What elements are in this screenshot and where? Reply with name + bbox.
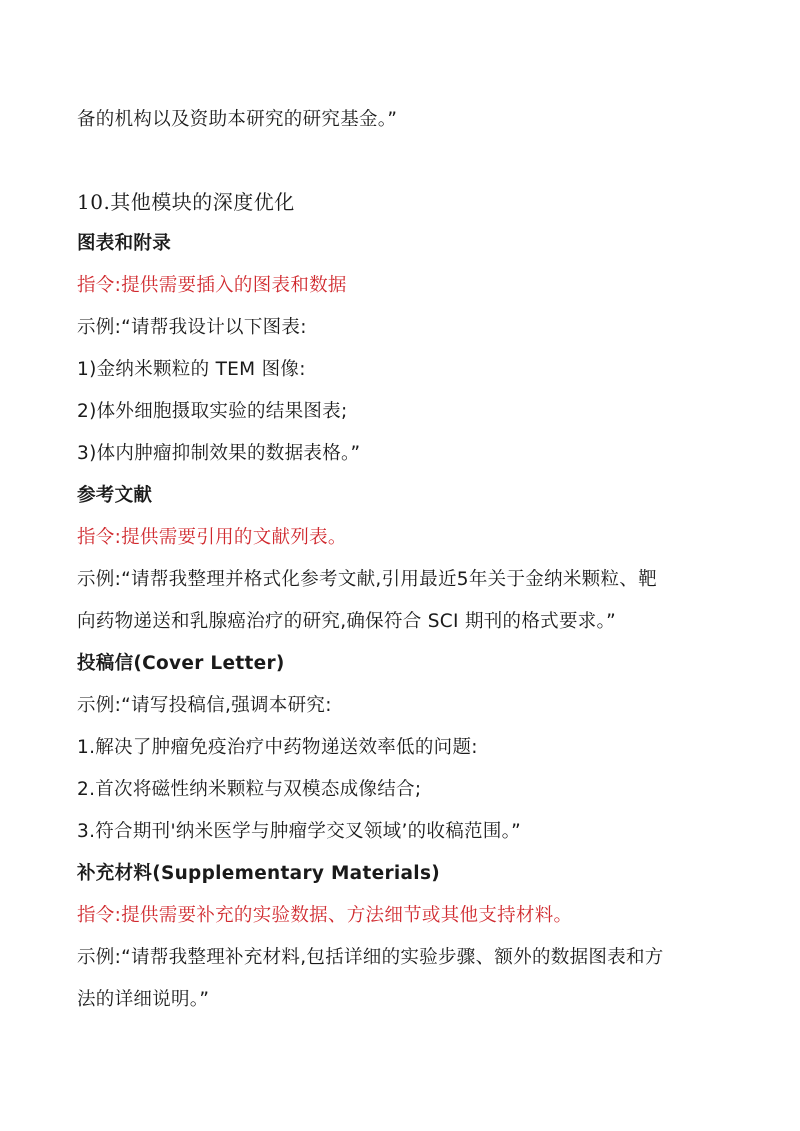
figures-example: 示例:“请帮我设计以下图表: xyxy=(77,317,307,338)
supplementary-heading: 补充材料(Supplementary Materials) xyxy=(77,863,441,884)
cover-letter-item-3: 3.符合期刊'纳米医学与肿瘤学交叉领域’的收稿范围。” xyxy=(77,821,522,842)
cover-letter-example: 示例:“请写投稿信,强调本研究: xyxy=(77,695,332,716)
section-title: 10.其他模块的深度优化 xyxy=(77,190,295,214)
cover-letter-heading: 投稿信(Cover Letter) xyxy=(77,653,285,674)
references-example-line-1: 示例:“请帮我整理并格式化参考文献,引用最近5年关于金纳米颗粒、靶 xyxy=(77,569,657,590)
references-example-line-2: 向药物递送和乳腺癌治疗的研究,确保符合 SCI 期刊的格式要求。” xyxy=(77,611,616,632)
intro-continuation: 备的机构以及资助本研究的研究基金。” xyxy=(77,109,398,130)
references-instruction: 指令:提供需要引用的文献列表。 xyxy=(77,527,347,548)
figures-heading: 图表和附录 xyxy=(77,233,172,254)
cover-letter-item-2: 2.首次将磁性纳米颗粒与双模态成像结合; xyxy=(77,779,422,800)
figures-item-3: 3)体内肿瘤抑制效果的数据表格。” xyxy=(77,443,361,464)
supplementary-example-line-1: 示例:“请帮我整理补充材料,包括详细的实验步骤、额外的数据图表和方 xyxy=(77,947,664,968)
figures-instruction: 指令:提供需要插入的图表和数据 xyxy=(77,275,347,296)
figures-item-1: 1)金纳米颗粒的 TEM 图像: xyxy=(77,359,306,380)
supplementary-instruction: 指令:提供需要补充的实验数据、方法细节或其他支持材料。 xyxy=(77,905,573,926)
supplementary-example-line-2: 法的详细说明。” xyxy=(77,989,210,1010)
cover-letter-item-1: 1.解决了肿瘤免疫治疗中药物递送效率低的问题: xyxy=(77,737,478,758)
references-heading: 参考文献 xyxy=(77,485,153,506)
figures-item-2: 2)体外细胞摄取实验的结果图表; xyxy=(77,401,348,422)
